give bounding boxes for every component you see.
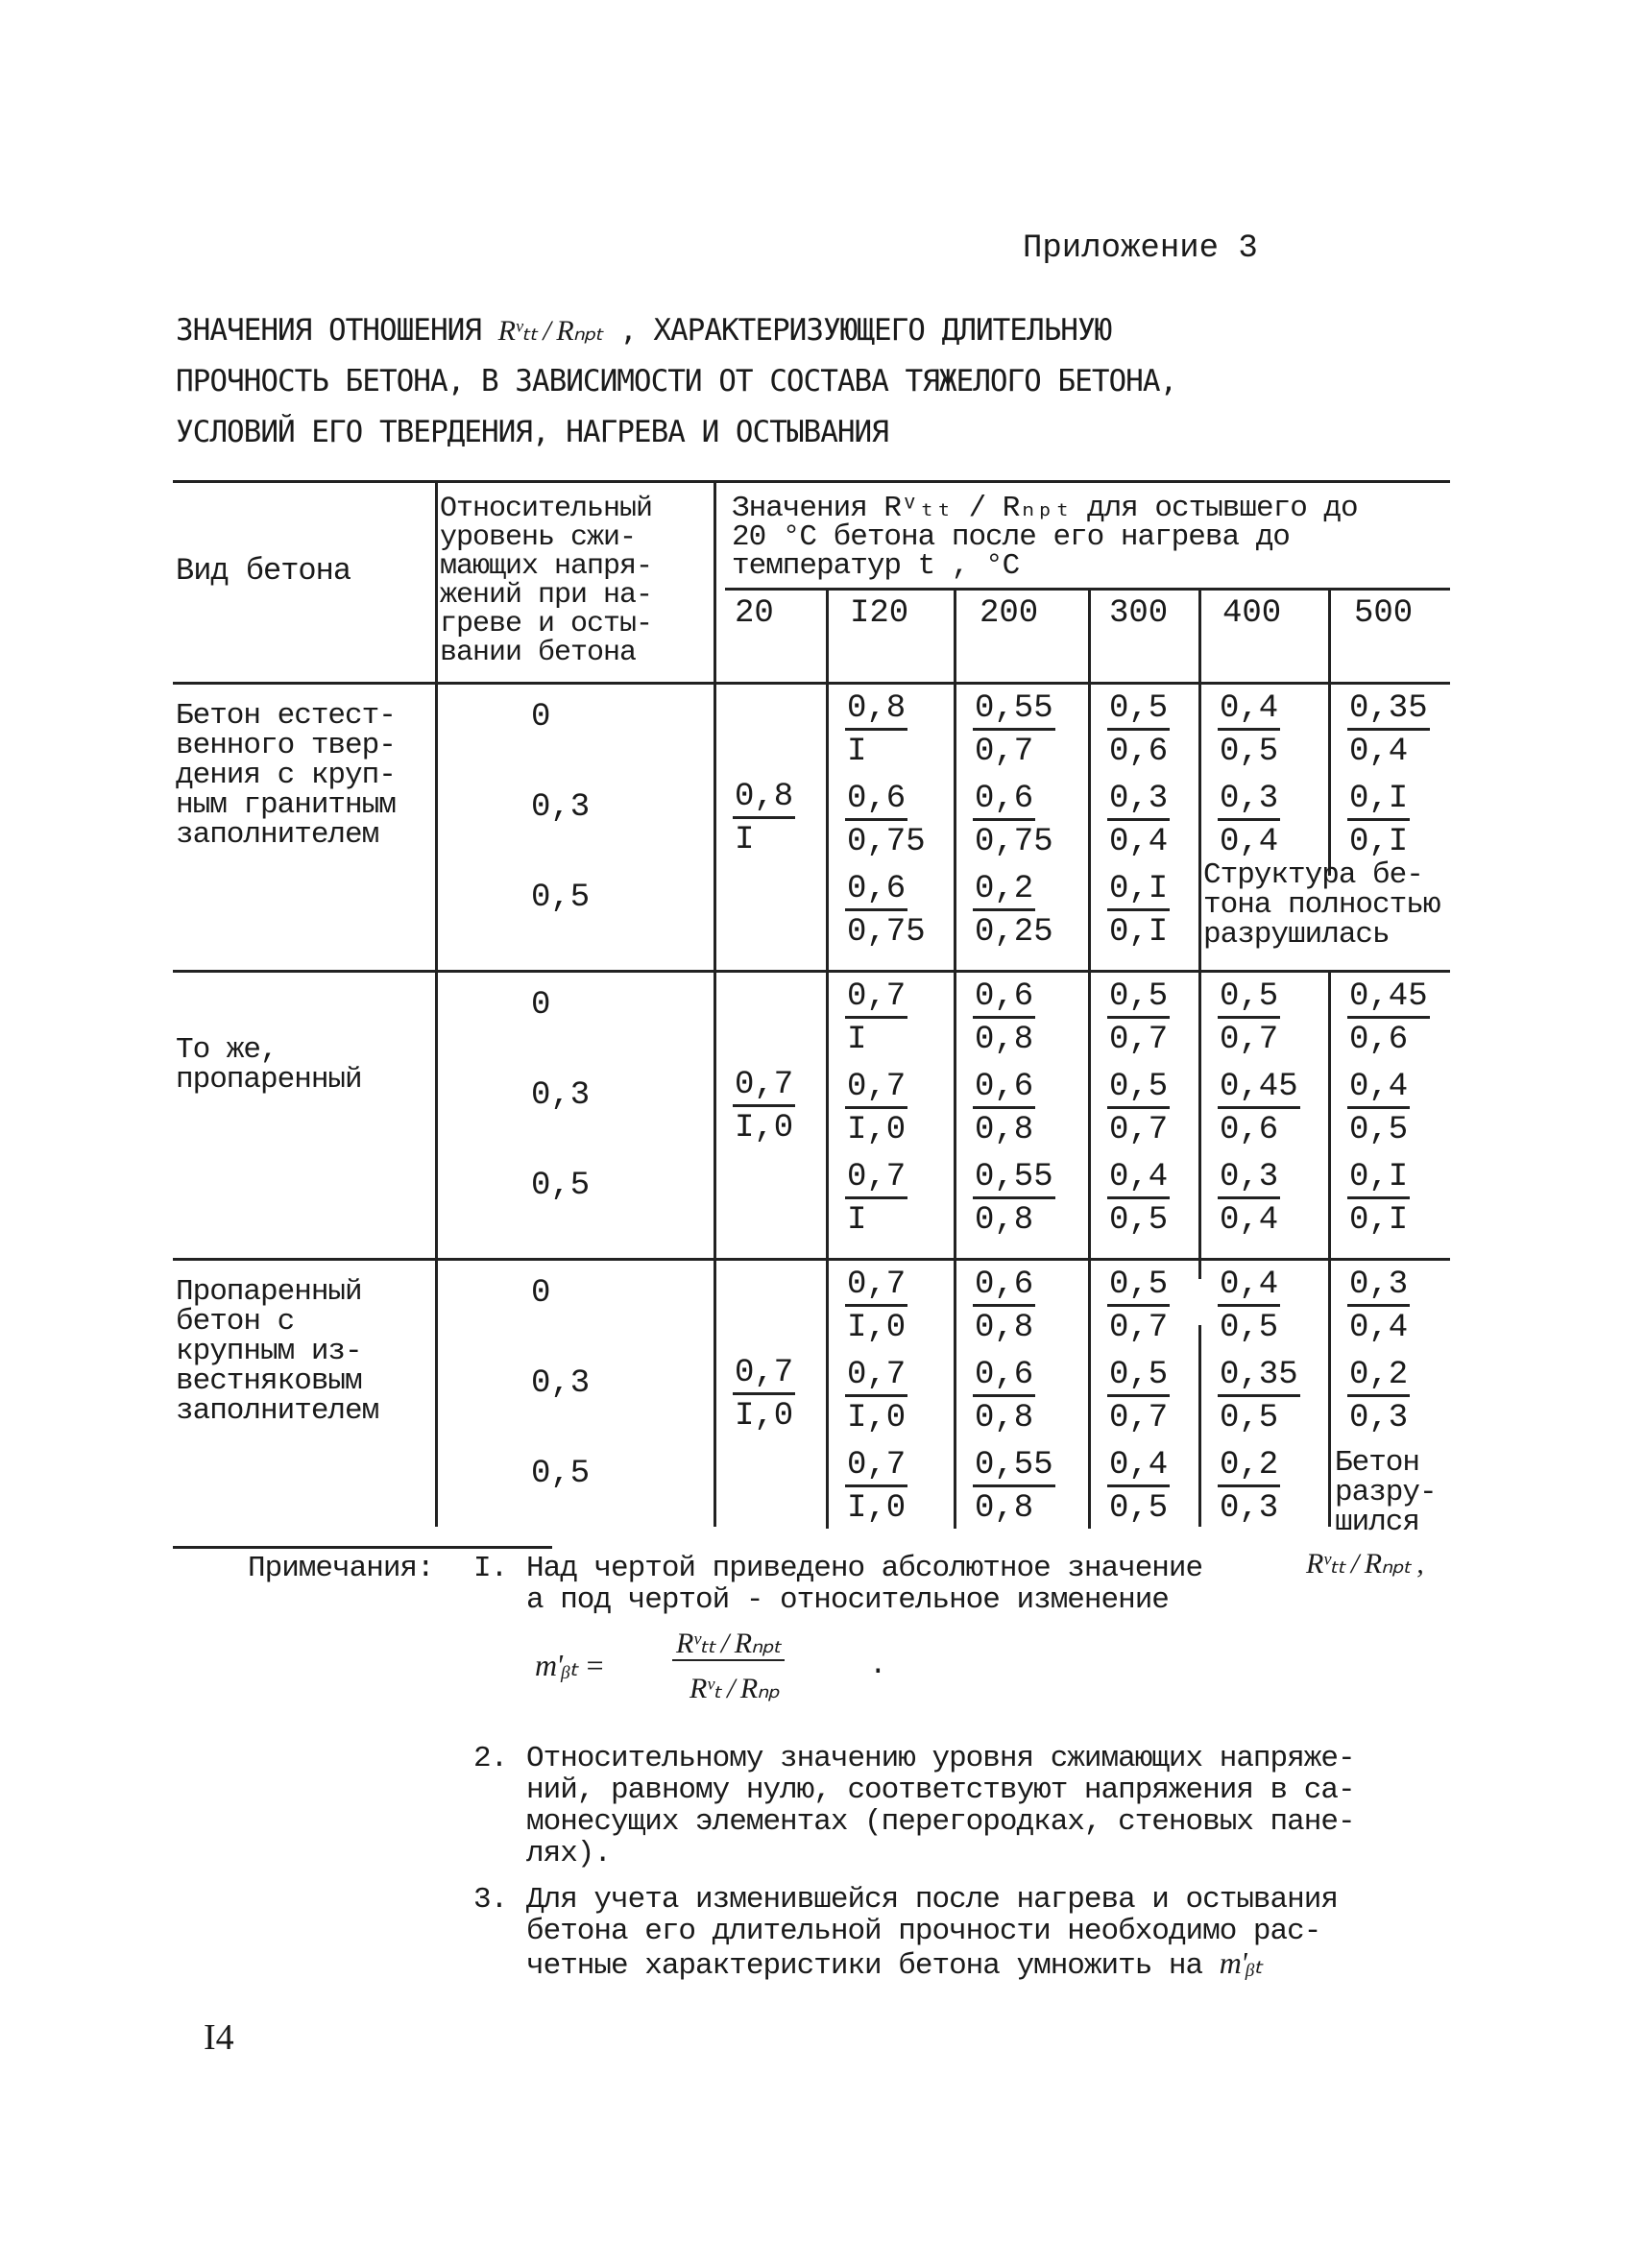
value-denominator: 0,3 [1349, 1400, 1409, 1436]
header-values-line: 20 °С бетона после его нагрева до [732, 520, 1290, 554]
value-numerator: 0,5 [1218, 977, 1280, 1019]
title-line-1-start: ЗНАЧЕНИЯ ОТНОШЕНИЯ [176, 313, 481, 348]
value-cell [1347, 1068, 1463, 1151]
value-numerator: 0,7 [845, 1446, 907, 1487]
concrete-type-label [176, 1277, 378, 1426]
header-level [440, 495, 652, 667]
concrete-type-line: Пропаренный [176, 1275, 362, 1309]
page-number: I4 [204, 2017, 234, 2058]
destroyed-note-line: разрушилась [1203, 918, 1390, 952]
value-cell [1107, 1068, 1222, 1151]
note-2-line: монесущих элементах (перегородках, стеновых пане- [526, 1805, 1355, 1839]
value-cell [1107, 1158, 1222, 1242]
value-numerator: 0,45 [1218, 1068, 1300, 1109]
value-numerator: 0,7 [733, 1066, 795, 1107]
page-title [176, 305, 1424, 458]
concrete-type-line: крупным из- [176, 1335, 362, 1368]
temp-header: 200 [980, 595, 1039, 632]
value-cell [1347, 1158, 1463, 1242]
destroyed-note-line: разру- [1335, 1476, 1437, 1509]
value-cell [845, 1266, 960, 1349]
value-numerator: 0,6 [973, 1068, 1035, 1109]
stress-level: 0,5 [531, 1456, 591, 1492]
appendix-label: Приложение 3 [1023, 230, 1258, 267]
value-numerator: 0,2 [973, 870, 1035, 911]
value-denominator: 0,5 [1109, 1202, 1169, 1239]
destroyed-note-line: шился [1335, 1506, 1420, 1539]
header-level-line: мающих напря- [440, 550, 653, 583]
value-denominator: I [847, 1202, 867, 1239]
value-cell [973, 780, 1088, 863]
value-denominator: I,0 [735, 1398, 794, 1435]
value-cell [1218, 1158, 1333, 1242]
value-denominator: 0,8 [975, 1112, 1034, 1148]
concrete-type-label [176, 701, 396, 850]
header-level-line: греве и осты- [440, 608, 653, 640]
value-numerator: 0,4 [1107, 1446, 1170, 1487]
value-numerator: 0,2 [1347, 1356, 1410, 1397]
value-numerator: 0,35 [1347, 689, 1430, 731]
value-t20 [733, 778, 848, 861]
value-cell [1218, 780, 1333, 863]
value-denominator: 0,8 [975, 1400, 1034, 1436]
temp-header: I20 [850, 595, 909, 632]
header-values-line: Значения Rᵛₜₜ / Rₙₚₜ для остывшего до [732, 492, 1358, 525]
value-cell [973, 689, 1088, 773]
formula-end: . [869, 1649, 886, 1682]
value-denominator: 0,75 [847, 914, 926, 951]
value-cell [973, 977, 1088, 1061]
stress-level: 0,5 [531, 1168, 591, 1204]
note-2 [526, 1743, 1355, 1870]
value-denominator: 0,5 [1349, 1112, 1409, 1148]
concrete-type-line: дения с круп- [176, 759, 396, 792]
value-numerator: 0,8 [845, 689, 907, 731]
value-numerator: 0,6 [845, 780, 907, 821]
value-numerator: 0,4 [1347, 1068, 1410, 1109]
value-denominator: 0,3 [1220, 1490, 1279, 1527]
value-denominator: 0,8 [975, 1490, 1034, 1527]
stress-level: 0,3 [531, 1365, 591, 1402]
header-level-line: вании бетона [440, 637, 637, 669]
header-values-line: температур t , °С [732, 549, 1020, 583]
value-numerator: 0,2 [1218, 1446, 1280, 1487]
destroyed-note-line: Бетон [1335, 1446, 1420, 1480]
value-denominator: 0,4 [1220, 1202, 1279, 1239]
concrete-type-line: венного твер- [176, 729, 396, 762]
value-numerator: 0,7 [845, 1158, 907, 1199]
temp-header: 400 [1222, 595, 1282, 632]
value-denominator: 0,8 [975, 1310, 1034, 1346]
value-numerator: 0,4 [1218, 689, 1280, 731]
value-cell [973, 870, 1088, 953]
concrete-type-line: ным гранитным [176, 788, 396, 822]
value-denominator: 0,4 [1220, 824, 1279, 860]
value-cell [1107, 1356, 1222, 1439]
value-numerator: 0,35 [1218, 1356, 1300, 1397]
value-cell [845, 1446, 960, 1530]
value-numerator: 0,5 [1107, 689, 1170, 731]
value-numerator: 0,3 [1218, 1158, 1280, 1199]
temp-header: 500 [1354, 595, 1414, 632]
value-denominator: 0,5 [1220, 1310, 1279, 1346]
value-denominator: 0,5 [1109, 1490, 1169, 1527]
value-cell [1218, 1446, 1333, 1530]
value-numerator: 0,6 [973, 780, 1035, 821]
value-numerator: 0,55 [973, 689, 1055, 731]
value-denominator: 0,4 [1349, 1310, 1409, 1346]
value-numerator: 0,55 [973, 1446, 1055, 1487]
note-1-line-2: а под чертой - относительное изменение [526, 1583, 1169, 1617]
value-denominator: I,0 [735, 1110, 794, 1146]
value-cell [1347, 1266, 1463, 1349]
stress-level: 0 [531, 987, 551, 1024]
value-cell [973, 1446, 1088, 1530]
value-cell [845, 1068, 960, 1151]
destroyed-note [1203, 860, 1439, 950]
note-3 [526, 1884, 1338, 1982]
temp-header: 300 [1109, 595, 1169, 632]
note-number: 3. [473, 1883, 508, 1917]
value-numerator: 0,5 [1107, 1356, 1170, 1397]
destroyed-note-line: тона полностью [1203, 888, 1440, 922]
value-denominator: 0,5 [1220, 1400, 1279, 1436]
value-cell [1218, 1356, 1333, 1439]
value-denominator: 0,7 [1109, 1022, 1169, 1058]
value-denominator: I,0 [847, 1112, 907, 1148]
value-numerator: 0,7 [845, 1068, 907, 1109]
value-denominator: 0,8 [975, 1022, 1034, 1058]
formula-numerator: Rᵛₜₜ / Rₙₚₜ [672, 1628, 785, 1661]
value-cell [973, 1068, 1088, 1151]
value-numerator: 0,6 [973, 1266, 1035, 1307]
concrete-type-label [176, 1035, 362, 1095]
value-cell [1347, 689, 1463, 773]
destroyed-note-line: Структура бе- [1203, 858, 1423, 892]
value-cell [1347, 780, 1463, 863]
concrete-type-line: То же, [176, 1033, 278, 1067]
value-numerator: 0,8 [733, 778, 795, 819]
header-values [732, 492, 1358, 583]
note-number: I. [473, 1552, 508, 1585]
value-numerator: 0,3 [1347, 1266, 1410, 1307]
value-cell [845, 870, 960, 953]
value-numerator: 0,7 [845, 1356, 907, 1397]
value-denominator: 0,4 [1349, 734, 1409, 770]
value-cell [1107, 1446, 1222, 1530]
concrete-type-line: заполнителем [176, 818, 379, 852]
note-3-line: бетона его длительной прочности необходимо рас- [526, 1915, 1321, 1948]
title-line-3: УСЛОВИЙ ЕГО ТВЕРДЕНИЯ, НАГРЕВА И ОСТЫВАНИЯ [176, 415, 888, 449]
value-denominator: I [735, 822, 755, 858]
value-cell [1218, 977, 1333, 1061]
value-denominator: 0,75 [847, 824, 926, 860]
value-denominator: 0,5 [1220, 734, 1279, 770]
header-level-line: жений при на- [440, 579, 653, 612]
value-denominator: 0,I [1109, 914, 1169, 951]
note-1-line-1: Над чертой приведено абсолютное значение [526, 1552, 1203, 1585]
value-denominator: 0,6 [1349, 1022, 1409, 1058]
value-numerator: 0,4 [1107, 1158, 1170, 1199]
value-cell [845, 780, 960, 863]
note-3-symbol: m'ᵦₜ [1219, 1945, 1263, 1980]
value-numerator: 0,I [1107, 870, 1170, 911]
concrete-type-line: бетон с [176, 1305, 295, 1339]
value-t20 [733, 1066, 848, 1149]
value-numerator: 0,6 [845, 870, 907, 911]
note-1-ratio: Rᵛₜₜ / Rₙₚₜ , [1306, 1548, 1423, 1580]
note-3-line: четные характеристики бетона умножить на [526, 1949, 1203, 1983]
value-cell [1218, 689, 1333, 773]
header-level-line: Относительный [440, 493, 653, 525]
value-denominator: 0,7 [1220, 1022, 1279, 1058]
concrete-type-line: Бетон естест- [176, 699, 396, 733]
value-denominator: I,0 [847, 1310, 907, 1346]
value-numerator: 0,7 [733, 1354, 795, 1395]
value-numerator: 0,4 [1218, 1266, 1280, 1307]
value-denominator: I [847, 1022, 867, 1058]
value-cell [845, 977, 960, 1061]
value-cell [1347, 977, 1463, 1061]
value-numerator: 0,3 [1218, 780, 1280, 821]
title-ratio: Rᵛₜₜ / Rₙₚₜ [497, 315, 603, 347]
value-cell [845, 1356, 960, 1439]
value-denominator: 0,7 [1109, 1310, 1169, 1346]
note-2-line: ний, равному нулю, соответствуют напряжения в са- [526, 1773, 1355, 1807]
value-cell [1107, 780, 1222, 863]
destroyed-note [1335, 1448, 1437, 1537]
value-numerator: 0,I [1347, 1158, 1410, 1199]
value-denominator: 0,6 [1109, 734, 1169, 770]
value-denominator: 0,7 [1109, 1112, 1169, 1148]
value-numerator: 0,6 [973, 1356, 1035, 1397]
concrete-type-line: пропаренный [176, 1063, 362, 1097]
value-cell [845, 1158, 960, 1242]
value-numerator: 0,7 [845, 1266, 907, 1307]
stress-level: 0,5 [531, 880, 591, 916]
value-denominator: I,0 [847, 1490, 907, 1527]
value-denominator: 0,25 [975, 914, 1053, 951]
value-numerator: 0,55 [973, 1158, 1055, 1199]
stress-level: 0,3 [531, 789, 591, 826]
header-type: Вид бетона [176, 553, 351, 589]
value-cell [845, 689, 960, 773]
value-numerator: 0,6 [973, 977, 1035, 1019]
value-numerator: 0,3 [1107, 780, 1170, 821]
value-denominator: 0,8 [975, 1202, 1034, 1239]
value-cell [973, 1356, 1088, 1439]
formula-lhs: m'ᵦₜ = [535, 1648, 605, 1682]
value-cell [1218, 1266, 1333, 1349]
value-denominator: 0,75 [975, 824, 1053, 860]
title-line-1-end: , ХАРАКТЕРИЗУЮЩЕГО ДЛИТЕЛЬНУЮ [619, 313, 1112, 348]
value-denominator: 0,4 [1109, 824, 1169, 860]
stress-level: 0,3 [531, 1077, 591, 1114]
value-denominator: 0,7 [975, 734, 1034, 770]
value-numerator: 0,5 [1107, 1068, 1170, 1109]
value-numerator: 0,I [1347, 780, 1410, 821]
temp-header: 20 [735, 595, 774, 632]
value-cell [973, 1158, 1088, 1242]
title-line-2: ПРОЧНОСТЬ БЕТОНА, В ЗАВИСИМОСТИ ОТ СОСТАВА ТЯЖЕЛОГО БЕТОНА, [176, 364, 1177, 398]
value-numerator: 0,5 [1107, 977, 1170, 1019]
value-cell [973, 1266, 1088, 1349]
note-3-line: Для учета изменившейся после нагрева и остывания [526, 1883, 1338, 1917]
value-denominator: 0,7 [1109, 1400, 1169, 1436]
value-numerator: 0,7 [845, 977, 907, 1019]
stress-level: 0 [531, 1275, 551, 1312]
value-cell [1218, 1068, 1333, 1151]
concrete-type-line: вестняковым [176, 1364, 362, 1398]
concrete-type-line: заполнителем [176, 1394, 379, 1428]
value-cell [1347, 1356, 1463, 1439]
stress-level: 0 [531, 699, 551, 736]
value-cell [1107, 1266, 1222, 1349]
value-t20 [733, 1354, 848, 1437]
value-denominator: 0,I [1349, 1202, 1409, 1239]
header-level-line: уровень сжи- [440, 521, 637, 554]
value-numerator: 0,5 [1107, 1266, 1170, 1307]
value-denominator: 0,6 [1220, 1112, 1279, 1148]
notes-heading: Примечания: [248, 1552, 434, 1585]
note-2-line: Относительному значению уровня сжимающих напряже- [526, 1742, 1355, 1775]
value-denominator: 0,I [1349, 824, 1409, 860]
value-cell [1107, 689, 1222, 773]
note-2-line: лях). [526, 1837, 612, 1870]
value-denominator: I [847, 734, 867, 770]
value-numerator: 0,45 [1347, 977, 1430, 1019]
note-number: 2. [473, 1742, 508, 1775]
formula-denominator: Rᵛₜ / Rₙₚ [689, 1673, 780, 1704]
value-denominator: I,0 [847, 1400, 907, 1436]
value-cell [1107, 977, 1222, 1061]
